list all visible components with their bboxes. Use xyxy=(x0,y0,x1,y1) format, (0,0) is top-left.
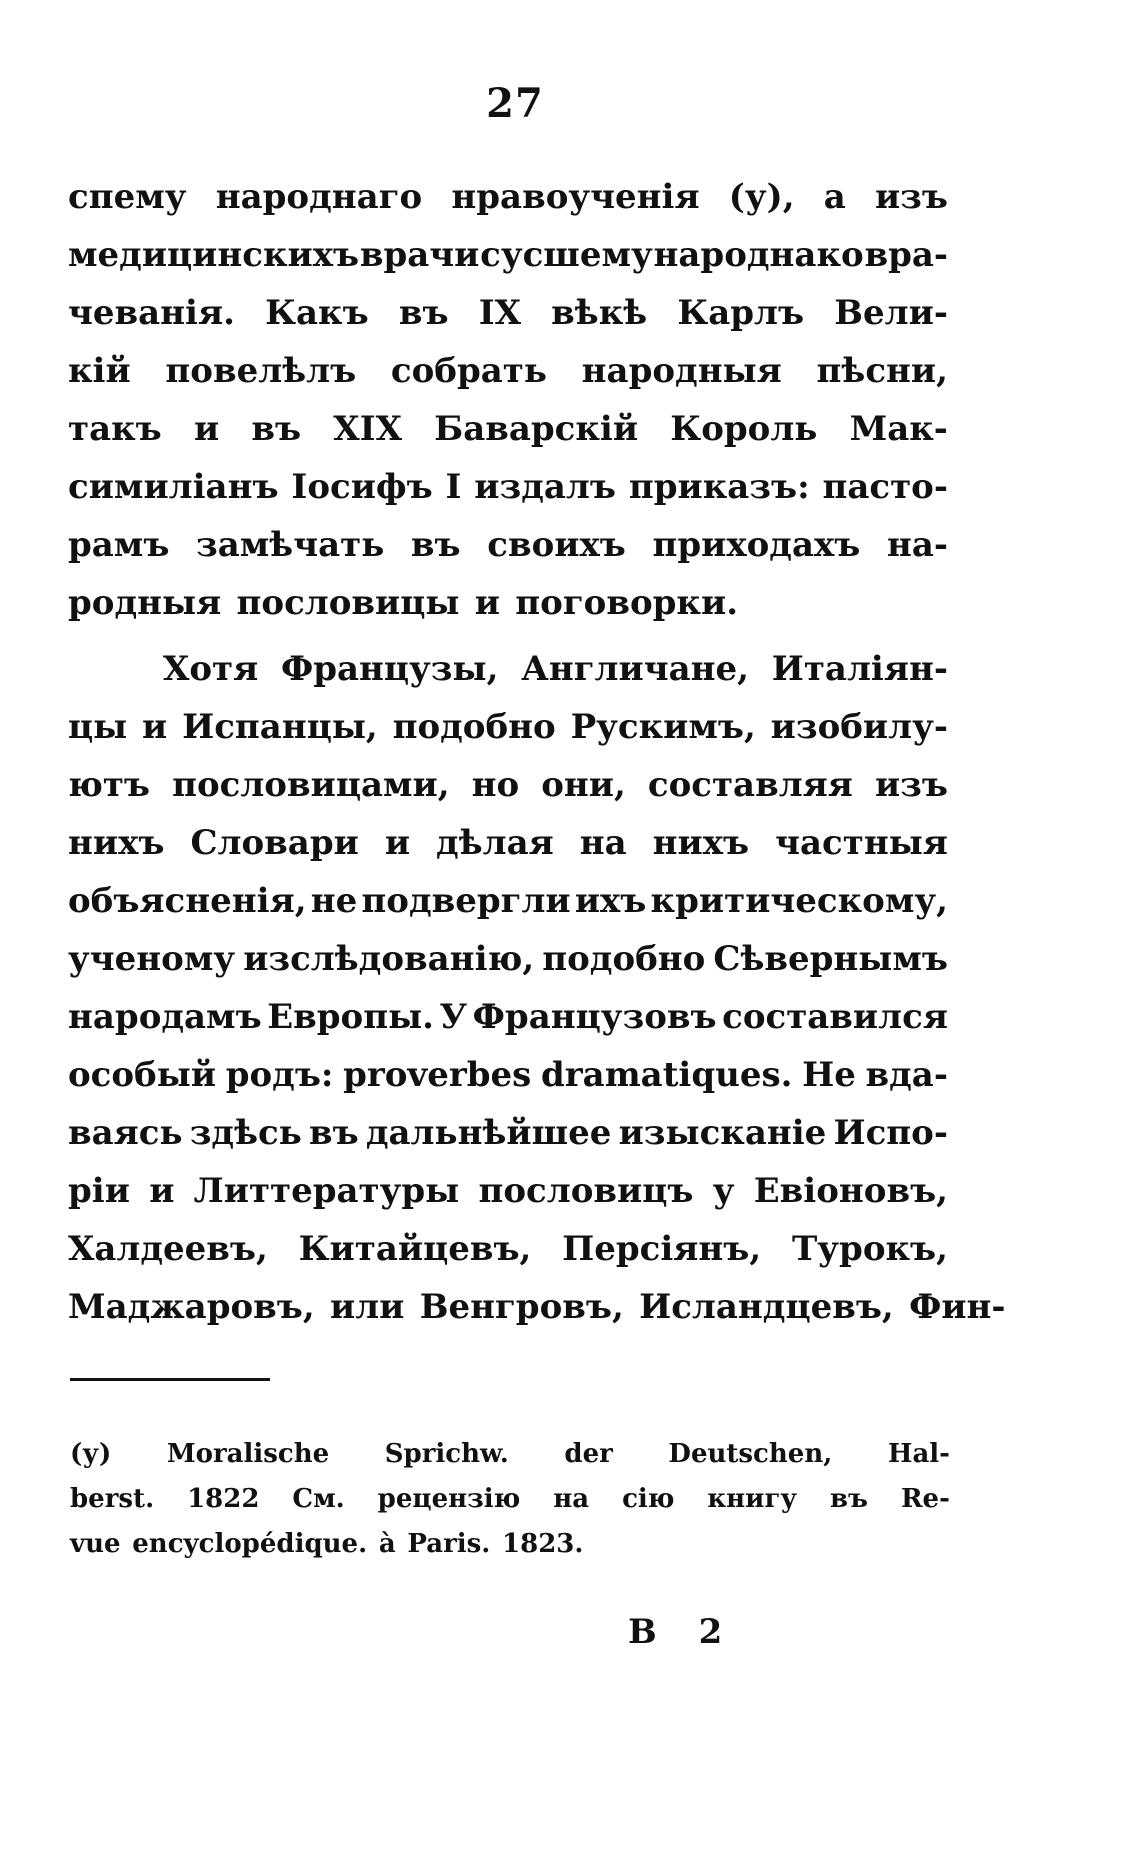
paragraph1-line xyxy=(68,284,948,342)
word: родъ: xyxy=(225,1055,334,1095)
word: своихъ xyxy=(487,525,626,565)
word: Sprichw. xyxy=(384,1439,509,1469)
word: пѣсни, xyxy=(816,351,948,391)
word: Французы, xyxy=(280,649,499,689)
word: приходахъ xyxy=(652,525,861,565)
word: а xyxy=(823,177,846,217)
paragraph1-line xyxy=(68,458,948,516)
word: См. xyxy=(292,1484,345,1514)
word: медицинскихъ xyxy=(68,235,360,275)
word: пасто- xyxy=(822,467,948,507)
word: изслѣдованію, xyxy=(243,939,535,979)
word: поговорки. xyxy=(515,583,739,623)
word: спему xyxy=(68,177,187,217)
paragraph1-line xyxy=(68,516,948,574)
word: Исландцевъ, xyxy=(639,1287,894,1327)
word: Персіянъ, xyxy=(562,1229,762,1269)
word: Маджаровъ, xyxy=(68,1287,315,1327)
word: I xyxy=(445,467,462,507)
word: нихъ xyxy=(652,823,750,863)
signature-letter: В xyxy=(628,1612,657,1652)
paragraph2-line xyxy=(68,756,948,814)
signature-number: 2 xyxy=(698,1612,723,1652)
word: ихъ xyxy=(574,881,647,921)
paragraph1-line xyxy=(68,226,948,284)
word: Не xyxy=(802,1055,856,1095)
word: Испанцы, xyxy=(182,707,378,747)
word: подобно xyxy=(542,939,706,979)
word: нравоученія xyxy=(451,177,700,217)
word: и xyxy=(193,409,220,449)
word: vue xyxy=(70,1529,121,1559)
word: (у) xyxy=(70,1439,112,1469)
word: изобилу- xyxy=(770,707,948,747)
word: народнаго xyxy=(215,177,423,217)
word: объясненія, xyxy=(68,881,307,921)
word: Deutschen, xyxy=(668,1439,833,1469)
word: Французовъ xyxy=(472,997,717,1037)
word: Paris. xyxy=(407,1529,491,1559)
word: Карлъ xyxy=(677,293,805,333)
word: въ xyxy=(410,525,461,565)
word: вда- xyxy=(865,1055,948,1095)
paragraph2-line xyxy=(68,1046,948,1104)
word: сусшему xyxy=(480,235,653,275)
word: Какъ xyxy=(265,293,369,333)
footnote-line xyxy=(70,1432,950,1477)
word: такъ xyxy=(68,409,162,449)
paragraph1-line xyxy=(68,168,948,226)
word: Re- xyxy=(900,1484,950,1514)
word: Европы. xyxy=(267,997,435,1037)
word: 1823. xyxy=(502,1529,584,1559)
word: Халдеевъ, xyxy=(68,1229,268,1269)
word: на- xyxy=(886,525,948,565)
word: Іосифъ xyxy=(291,467,433,507)
word: Король xyxy=(670,409,818,449)
word: Евіоновъ, xyxy=(753,1171,948,1211)
word: Китайцевъ, xyxy=(298,1229,532,1269)
paragraph2-line xyxy=(68,640,948,698)
word: нихъ xyxy=(68,823,165,863)
word: симиліанъ xyxy=(68,467,279,507)
word: на xyxy=(553,1484,590,1514)
word: У xyxy=(439,997,468,1037)
word: и xyxy=(384,823,411,863)
word: пословицами, xyxy=(172,765,450,805)
word: рамъ xyxy=(68,525,170,565)
word: Литтературы xyxy=(193,1171,460,1211)
word: berst. xyxy=(70,1484,155,1514)
word: подвергли xyxy=(361,881,571,921)
word: чеванія. xyxy=(68,293,235,333)
word: изъ xyxy=(874,177,948,217)
word: врачи xyxy=(359,235,480,275)
word: ученому xyxy=(68,939,236,979)
word: Фин- xyxy=(909,1287,1006,1327)
paragraph2-line xyxy=(68,814,948,872)
word: приказъ: xyxy=(628,467,810,507)
word: они, xyxy=(541,765,626,805)
paragraph2-line xyxy=(68,1220,948,1278)
word: сію xyxy=(622,1484,675,1514)
word: издалъ xyxy=(474,467,616,507)
word: (у), xyxy=(728,177,795,217)
word: составляя xyxy=(647,765,853,805)
word: ваясь xyxy=(68,1113,183,1153)
word: но xyxy=(471,765,520,805)
word: 1822 xyxy=(187,1484,260,1514)
word: и xyxy=(142,707,168,747)
word: Хотя xyxy=(163,649,259,689)
footnote-line xyxy=(70,1522,950,1567)
word: изъ xyxy=(874,765,948,805)
paragraph-1 xyxy=(68,168,948,632)
word: вра- xyxy=(864,235,948,275)
word: критическому, xyxy=(650,881,948,921)
word: книгу xyxy=(707,1484,798,1514)
word: въ xyxy=(308,1113,359,1153)
word: Испо- xyxy=(833,1113,948,1153)
word: здѣсь xyxy=(189,1113,302,1153)
word: народамъ xyxy=(68,997,262,1037)
word: der xyxy=(564,1439,613,1469)
word: Moralische xyxy=(166,1439,330,1469)
word: дальнѣйшее xyxy=(365,1113,612,1153)
word: encyclopédique. xyxy=(132,1529,368,1559)
paragraph2-line xyxy=(68,930,948,988)
word: IX xyxy=(478,293,522,333)
word: частныя xyxy=(775,823,948,863)
word: собрать xyxy=(390,351,547,391)
word: Италіян- xyxy=(771,649,948,689)
word: пословицъ xyxy=(478,1171,694,1211)
word: особый xyxy=(68,1055,217,1095)
word: замѣчать xyxy=(196,525,385,565)
page-number: 27 xyxy=(486,80,544,127)
word: Турокъ, xyxy=(791,1229,948,1269)
word: ріи xyxy=(68,1171,130,1211)
word: вѣкѣ xyxy=(551,293,648,333)
signature-mark xyxy=(628,1612,722,1652)
word: въ xyxy=(251,409,302,449)
word: дѣлая xyxy=(436,823,554,863)
paragraph2-line xyxy=(68,1278,1006,1336)
word: родныя xyxy=(68,583,222,623)
word: ютъ xyxy=(68,765,151,805)
word: у xyxy=(712,1171,735,1211)
word: proverbes xyxy=(343,1055,532,1095)
word: цы xyxy=(68,707,128,747)
word: и xyxy=(149,1171,175,1211)
word: или xyxy=(329,1287,405,1327)
paragraph2-line xyxy=(68,1104,948,1162)
word: Венгровъ, xyxy=(419,1287,624,1327)
word: въ xyxy=(829,1484,868,1514)
word: пословицы xyxy=(236,583,460,623)
paragraph1-line xyxy=(68,574,948,632)
paragraph2-line xyxy=(68,1162,948,1220)
word: Hal- xyxy=(887,1439,950,1469)
word: à xyxy=(378,1529,396,1559)
word: народныя xyxy=(581,351,782,391)
word: и xyxy=(474,583,500,623)
word: Баварскій xyxy=(434,409,639,449)
word: не xyxy=(310,881,358,921)
word: въ xyxy=(398,293,449,333)
word: Сѣвернымъ xyxy=(713,939,948,979)
footnote-separator xyxy=(70,1378,270,1381)
footnote-line xyxy=(70,1477,950,1522)
word: Англичане, xyxy=(521,649,750,689)
word: народнако xyxy=(653,235,864,275)
word: Мак- xyxy=(849,409,948,449)
word: рецензію xyxy=(377,1484,521,1514)
word: Вели- xyxy=(834,293,948,333)
paragraph2-line xyxy=(68,988,948,1046)
paragraph1-line xyxy=(68,342,948,400)
word: на xyxy=(579,823,627,863)
word: изысканіе xyxy=(618,1113,827,1153)
word: повелѣлъ xyxy=(165,351,357,391)
word: кій xyxy=(68,351,131,391)
paragraph2-line xyxy=(68,698,948,756)
word: подобно xyxy=(392,707,556,747)
word: dramatiques. xyxy=(540,1055,793,1095)
word: Словари xyxy=(190,823,359,863)
footnote xyxy=(70,1432,950,1567)
word: составился xyxy=(722,997,948,1037)
paragraph-2 xyxy=(68,640,1006,1336)
word: Рускимъ, xyxy=(570,707,756,747)
paragraph1-line xyxy=(68,400,948,458)
word: XIX xyxy=(333,409,402,449)
paragraph2-line xyxy=(68,872,948,930)
